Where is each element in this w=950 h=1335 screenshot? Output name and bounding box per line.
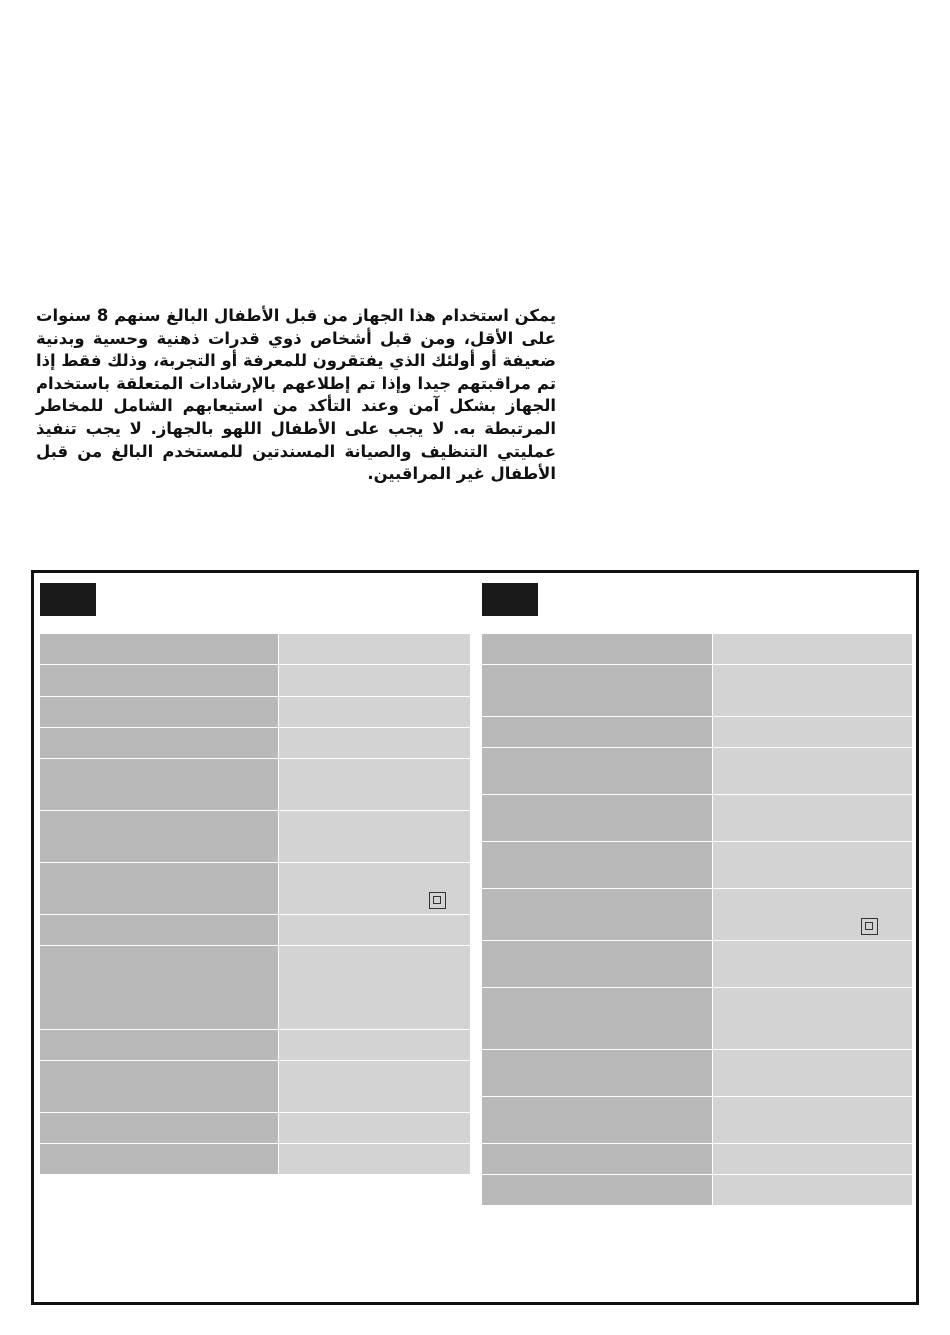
table-row xyxy=(482,941,913,988)
table-row xyxy=(40,759,471,811)
table-row xyxy=(482,1097,913,1144)
table-row xyxy=(40,1030,471,1061)
table-row xyxy=(40,811,471,863)
spec-table-right xyxy=(481,633,913,1206)
table-row xyxy=(40,946,471,1030)
spec-table-left xyxy=(39,633,471,1175)
double-insulation-icon xyxy=(429,892,446,909)
model-tag-right xyxy=(482,583,538,616)
table-row xyxy=(482,988,913,1050)
table-row xyxy=(40,634,471,665)
table-row xyxy=(482,665,913,717)
table-row xyxy=(482,1050,913,1097)
table-row xyxy=(482,748,913,795)
model-tag-left xyxy=(40,583,96,616)
table-row xyxy=(40,697,471,728)
table-row xyxy=(40,915,471,946)
safety-warning-text: يمكن استخدام هذا الجهاز من قبل الأطفال البالغ سنهم 8 سنوات على الأقل، ومن قبل أشخاص ذوي قدرات ذهنية وحسية وبدنية ضعيفة أو أولئك الذي يفتقرون للمعرفة أو التجربة، وذلك فقط إذا تم مراقبتهم جيدا وإذا تم إطلاعهم بالإرشادات المتعلقة باستخدام الجهاز بشكل آمن وعند التأكد من استيعابهم الشامل للمخاطر المرتبطة به. لا يجب على الأطفال اللهو بالجهاز. لا يجب تنفيذ عمليتي التنظيف والصيانة المسندتين للمستخدم البالغ من قبل الأطفال غير المراقبين. xyxy=(36,306,557,484)
table-row xyxy=(482,634,913,665)
table-row xyxy=(40,1113,471,1144)
table-row xyxy=(482,1175,913,1206)
double-insulation-icon xyxy=(861,918,878,935)
table-row xyxy=(482,717,913,748)
table-row xyxy=(40,863,471,915)
table-row xyxy=(482,1144,913,1175)
specification-panel xyxy=(31,570,919,1305)
table-row xyxy=(40,1144,471,1175)
table-row xyxy=(40,728,471,759)
table-row xyxy=(40,665,471,697)
table-row xyxy=(40,1061,471,1113)
table-row xyxy=(482,842,913,889)
table-row xyxy=(482,795,913,842)
table-row xyxy=(482,889,913,941)
